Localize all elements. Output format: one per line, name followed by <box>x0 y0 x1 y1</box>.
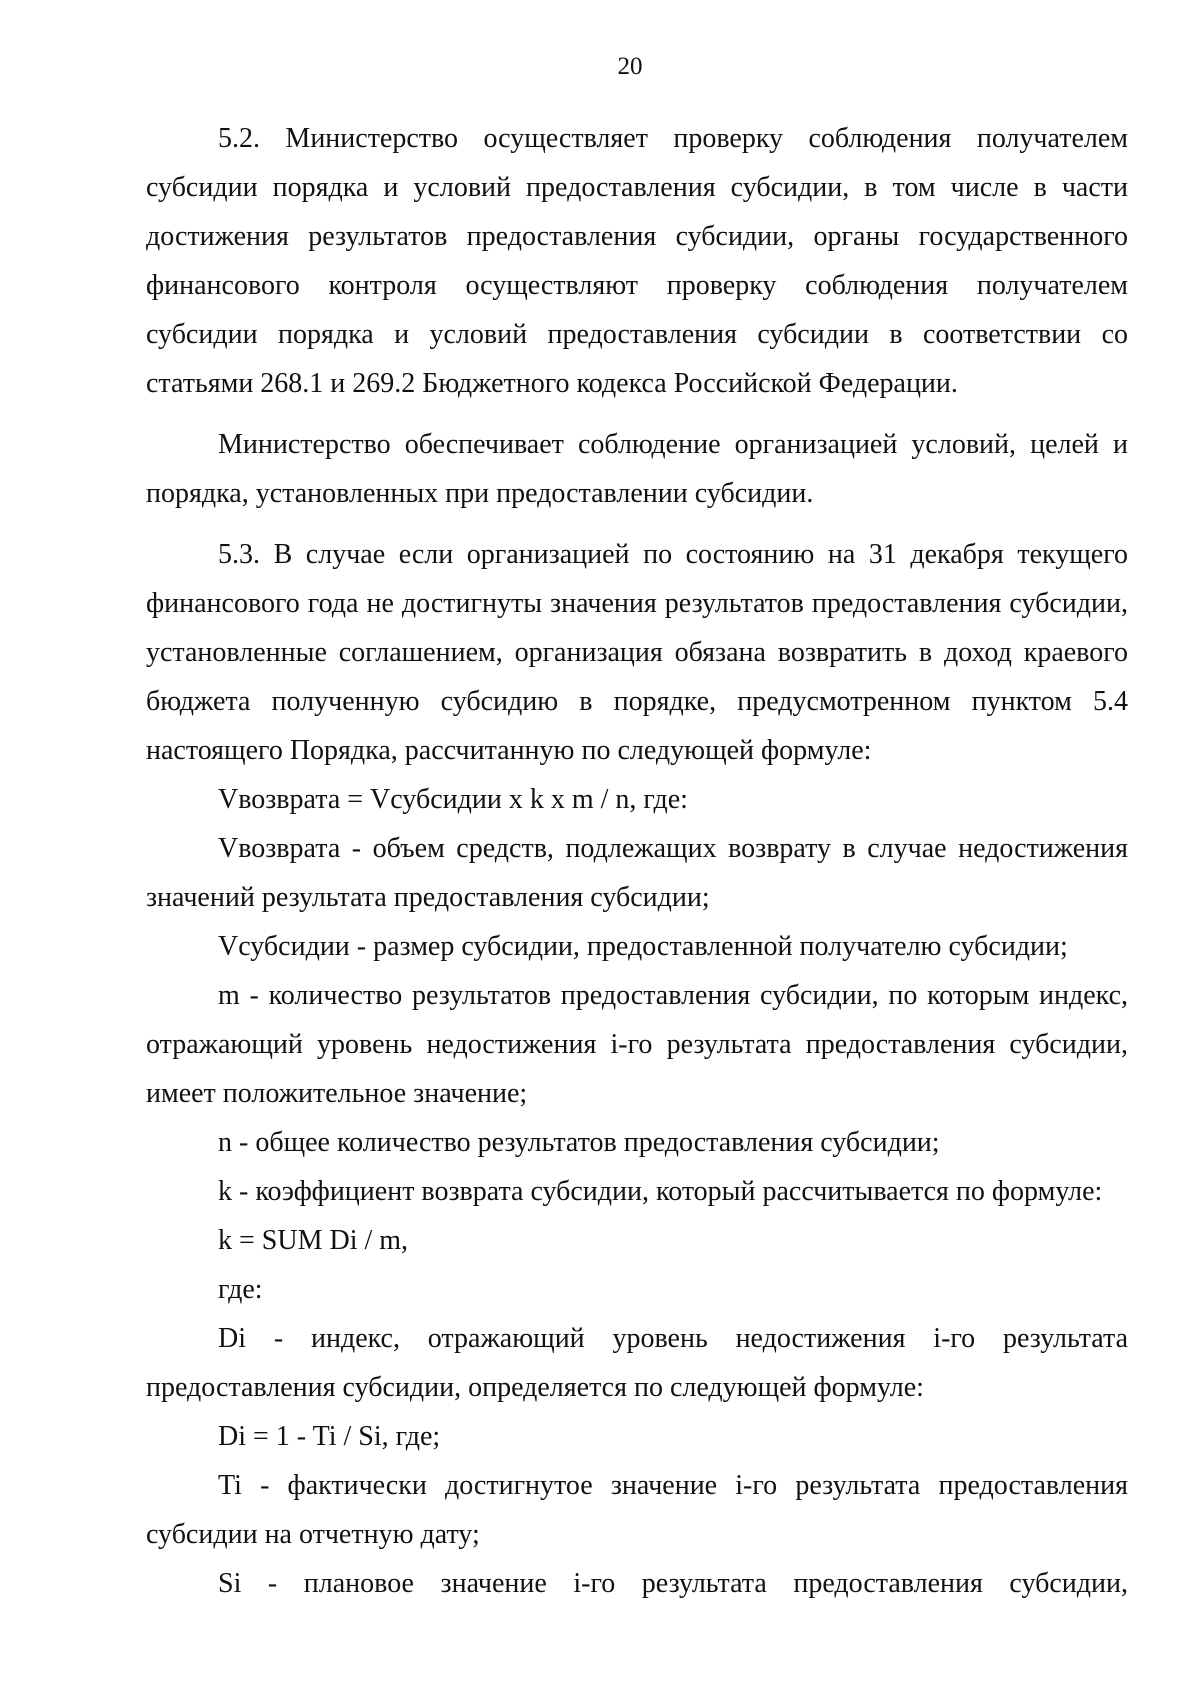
definition-v-subsidy: Vсубсидии - размер субсидии, предоставленной получателю субсидии; <box>218 931 1068 962</box>
formula-k: k = SUM Di / m, <box>218 1225 409 1256</box>
definition-ti: Ti - фактически достигнутое значение i-го результата предоставления субсидии на отчетную дату; <box>146 1470 1128 1550</box>
page-number: 20 <box>617 53 643 80</box>
document-body <box>146 114 1128 1608</box>
definition-m: m - количество результатов предоставления субсидии, по которым индекс, отражающий уровень недостижения i-го результата предоставления субсидии, имеет положительное значение; <box>146 980 1128 1109</box>
paragraph-ministry-ensures: Министерство обеспечивает соблюдение организацией условий, целей и порядка, установленных при предоставлении субсидии. <box>146 429 1128 509</box>
paragraph-5-3: 5.3. В случае если организацией по состоянию на 31 декабря текущего финансового года не достигнуты значения результатов предоставления субсидии, установленные соглашением, организация обязана возвратить в доход краевого бюджета полученную субсидию в порядке, предусмотренном пунктом 5.4 настоящего Порядка, рассчитанную по следующей формуле: <box>146 539 1128 766</box>
definition-si: Si - плановое значение i-го результата предоставления субсидии, <box>218 1568 1128 1599</box>
formula-di: Di = 1 - Ti / Si, где; <box>218 1421 441 1452</box>
definition-di: Di - индекс, отражающий уровень недостижения i-го результата предоставления субсидии, определяется по следующей формуле: <box>146 1323 1128 1403</box>
paragraph-5-2: 5.2. Министерство осуществляет проверку соблюдения получателем субсидии порядка и условий предоставления субсидии, в том числе в части достижения результатов предоставления субсидии, органы государственного финансового контроля осуществляют проверку соблюдения получателем субсидии порядка и условий предоставления субсидии в соответствии со статьями 268.1 и 269.2 Бюджетного кодекса Российской Федерации. <box>146 123 1128 399</box>
definition-k: k - коэффициент возврата субсидии, который рассчитывается по формуле: <box>218 1176 1103 1207</box>
where-label: где: <box>218 1274 263 1305</box>
definition-n: n - общее количество результатов предоставления субсидии; <box>218 1127 940 1158</box>
formula-return-volume: Vвозврата = Vсубсидии x k x m / n, где: <box>218 784 688 815</box>
definition-v-return: Vвозврата - объем средств, подлежащих возврату в случае недостижения значений результата предоставления субсидии; <box>146 833 1128 913</box>
